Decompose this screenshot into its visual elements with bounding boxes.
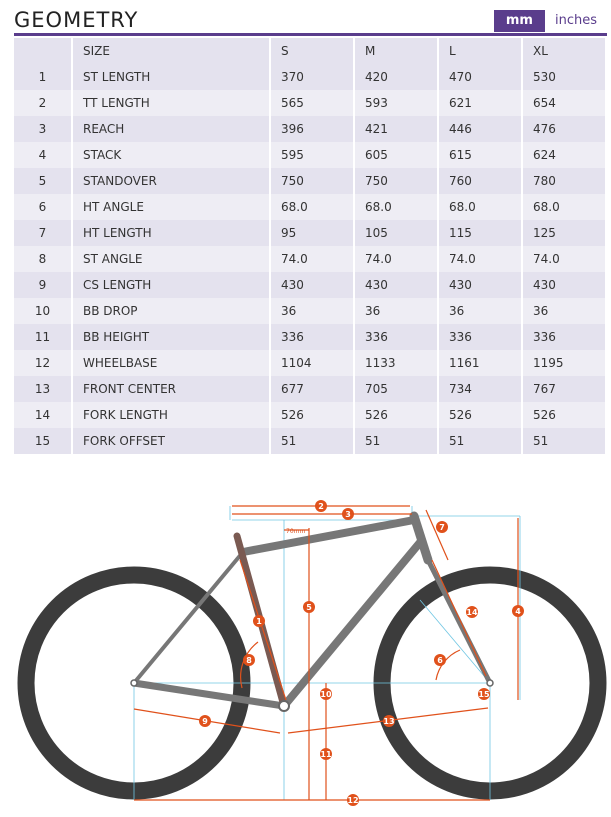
cell-size-xl: 68.0 (523, 194, 607, 220)
cell-size-m: 605 (355, 142, 439, 168)
row-number: 4 (14, 142, 73, 168)
rear-axle (131, 680, 137, 686)
row-number: 15 (14, 428, 73, 454)
row-number: 9 (14, 272, 73, 298)
row-measurement-name: HT ANGLE (73, 194, 271, 220)
geometry-header (14, 6, 607, 34)
callout-2 (315, 500, 327, 512)
chainstay (134, 683, 284, 706)
callout-10 (320, 688, 332, 700)
column-header-index (14, 38, 73, 64)
column-header-l: L (439, 38, 523, 64)
cell-size-s: 595 (271, 142, 355, 168)
svg-text:11: 11 (320, 750, 332, 759)
cell-size-s: 750 (271, 168, 355, 194)
cell-size-xl: 74.0 (523, 246, 607, 272)
svg-text:15: 15 (478, 690, 490, 699)
svg-text:10: 10 (320, 690, 332, 699)
row-number: 10 (14, 298, 73, 324)
callout-4 (512, 605, 524, 617)
svg-text:4: 4 (515, 607, 521, 616)
cell-size-l: 446 (439, 116, 523, 142)
cell-size-l: 51 (439, 428, 523, 454)
unit-inches-button[interactable]: inches (554, 13, 597, 28)
callout-8 (243, 654, 255, 666)
row-measurement-name: CS LENGTH (73, 272, 271, 298)
column-header-s: S (271, 38, 355, 64)
row-number: 5 (14, 168, 73, 194)
cell-size-xl: 125 (523, 220, 607, 246)
callout-6 (434, 654, 446, 666)
row-measurement-name: WHEELBASE (73, 350, 271, 376)
table-row (14, 246, 607, 272)
svg-text:5: 5 (306, 603, 312, 612)
table-row (14, 220, 607, 246)
cell-size-m: 750 (355, 168, 439, 194)
svg-text:14: 14 (466, 608, 478, 617)
svg-text:6: 6 (437, 656, 443, 665)
callout-15 (478, 688, 490, 700)
table-row (14, 324, 607, 350)
row-number: 14 (14, 402, 73, 428)
table-row (14, 64, 607, 90)
cell-size-l: 336 (439, 324, 523, 350)
cell-size-m: 51 (355, 428, 439, 454)
cell-size-s: 370 (271, 64, 355, 90)
front-axle (487, 680, 493, 686)
cell-size-m: 593 (355, 90, 439, 116)
offset-label: 70mm (286, 528, 306, 535)
bottom-bracket (279, 701, 289, 711)
row-measurement-name: FORK OFFSET (73, 428, 271, 454)
table-row (14, 116, 607, 142)
cell-size-xl: 336 (523, 324, 607, 350)
unit-mm-button[interactable]: mm (494, 10, 545, 32)
geometry-table (14, 38, 607, 454)
bike-geometry-diagram (0, 480, 611, 817)
table-row (14, 402, 607, 428)
table-row (14, 428, 607, 454)
row-number: 6 (14, 194, 73, 220)
cell-size-l: 1161 (439, 350, 523, 376)
table-row (14, 168, 607, 194)
cell-size-xl: 1195 (523, 350, 607, 376)
row-number: 8 (14, 246, 73, 272)
cell-size-xl: 780 (523, 168, 607, 194)
svg-text:3: 3 (345, 510, 351, 519)
row-measurement-name: HT LENGTH (73, 220, 271, 246)
cell-size-m: 36 (355, 298, 439, 324)
column-header-size: SIZE (73, 38, 271, 64)
cell-size-l: 615 (439, 142, 523, 168)
row-measurement-name: BB DROP (73, 298, 271, 324)
cell-size-l: 621 (439, 90, 523, 116)
svg-text:8: 8 (246, 656, 252, 665)
table-row (14, 298, 607, 324)
cell-size-s: 74.0 (271, 246, 355, 272)
row-number: 11 (14, 324, 73, 350)
table-row (14, 376, 607, 402)
cell-size-m: 420 (355, 64, 439, 90)
callout-1 (253, 615, 265, 627)
cell-size-xl: 530 (523, 64, 607, 90)
cell-size-s: 36 (271, 298, 355, 324)
cell-size-l: 526 (439, 402, 523, 428)
cell-size-m: 526 (355, 402, 439, 428)
callout-11 (320, 748, 332, 760)
callout-3 (342, 508, 354, 520)
cell-size-s: 68.0 (271, 194, 355, 220)
cell-size-s: 396 (271, 116, 355, 142)
table-row (14, 142, 607, 168)
cell-size-m: 430 (355, 272, 439, 298)
cell-size-xl: 430 (523, 272, 607, 298)
cell-size-xl: 654 (523, 90, 607, 116)
head-tube (414, 516, 428, 560)
callout-7 (436, 521, 448, 533)
cell-size-l: 430 (439, 272, 523, 298)
cell-size-xl: 51 (523, 428, 607, 454)
cell-size-s: 430 (271, 272, 355, 298)
cell-size-xl: 476 (523, 116, 607, 142)
cell-size-m: 105 (355, 220, 439, 246)
cell-size-xl: 36 (523, 298, 607, 324)
row-measurement-name: ST LENGTH (73, 64, 271, 90)
row-number: 12 (14, 350, 73, 376)
column-header-m: M (355, 38, 439, 64)
callout-9 (199, 715, 211, 727)
table-row (14, 90, 607, 116)
row-measurement-name: STACK (73, 142, 271, 168)
cell-size-m: 1133 (355, 350, 439, 376)
page-title: GEOMETRY (14, 8, 139, 32)
cell-size-m: 421 (355, 116, 439, 142)
svg-text:7: 7 (439, 523, 445, 532)
svg-text:13: 13 (383, 717, 395, 726)
cell-size-s: 336 (271, 324, 355, 350)
cell-size-m: 336 (355, 324, 439, 350)
table-row (14, 350, 607, 376)
cell-size-l: 470 (439, 64, 523, 90)
cell-size-s: 565 (271, 90, 355, 116)
top-tube (243, 520, 414, 552)
callout-13 (383, 715, 395, 727)
unit-toggle (494, 10, 607, 32)
cell-size-s: 1104 (271, 350, 355, 376)
cell-size-l: 115 (439, 220, 523, 246)
row-measurement-name: TT LENGTH (73, 90, 271, 116)
cell-size-xl: 624 (523, 142, 607, 168)
svg-text:2: 2 (318, 502, 324, 511)
callout-14 (466, 606, 478, 618)
callout-12 (347, 794, 359, 806)
bike-frame (131, 516, 493, 711)
cell-size-xl: 526 (523, 402, 607, 428)
row-measurement-name: REACH (73, 116, 271, 142)
cell-size-m: 74.0 (355, 246, 439, 272)
header-divider (14, 33, 607, 36)
row-number: 3 (14, 116, 73, 142)
callout-5 (303, 601, 315, 613)
cell-size-s: 95 (271, 220, 355, 246)
cell-size-xl: 767 (523, 376, 607, 402)
cell-size-s: 526 (271, 402, 355, 428)
cell-size-l: 36 (439, 298, 523, 324)
row-number: 13 (14, 376, 73, 402)
row-number: 2 (14, 90, 73, 116)
svg-text:9: 9 (202, 717, 208, 726)
cell-size-l: 734 (439, 376, 523, 402)
row-measurement-name: BB HEIGHT (73, 324, 271, 350)
svg-text:12: 12 (347, 796, 359, 805)
column-header-xl: XL (523, 38, 607, 64)
cell-size-m: 705 (355, 376, 439, 402)
cell-size-l: 74.0 (439, 246, 523, 272)
table-row (14, 272, 607, 298)
row-measurement-name: FORK LENGTH (73, 402, 271, 428)
cell-size-s: 677 (271, 376, 355, 402)
cell-size-s: 51 (271, 428, 355, 454)
row-number: 1 (14, 64, 73, 90)
row-measurement-name: ST ANGLE (73, 246, 271, 272)
row-measurement-name: FRONT CENTER (73, 376, 271, 402)
cell-size-l: 68.0 (439, 194, 523, 220)
cell-size-l: 760 (439, 168, 523, 194)
table-header-row (14, 38, 607, 64)
row-number: 7 (14, 220, 73, 246)
table-row (14, 194, 607, 220)
row-measurement-name: STANDOVER (73, 168, 271, 194)
svg-text:1: 1 (256, 617, 262, 626)
cell-size-m: 68.0 (355, 194, 439, 220)
